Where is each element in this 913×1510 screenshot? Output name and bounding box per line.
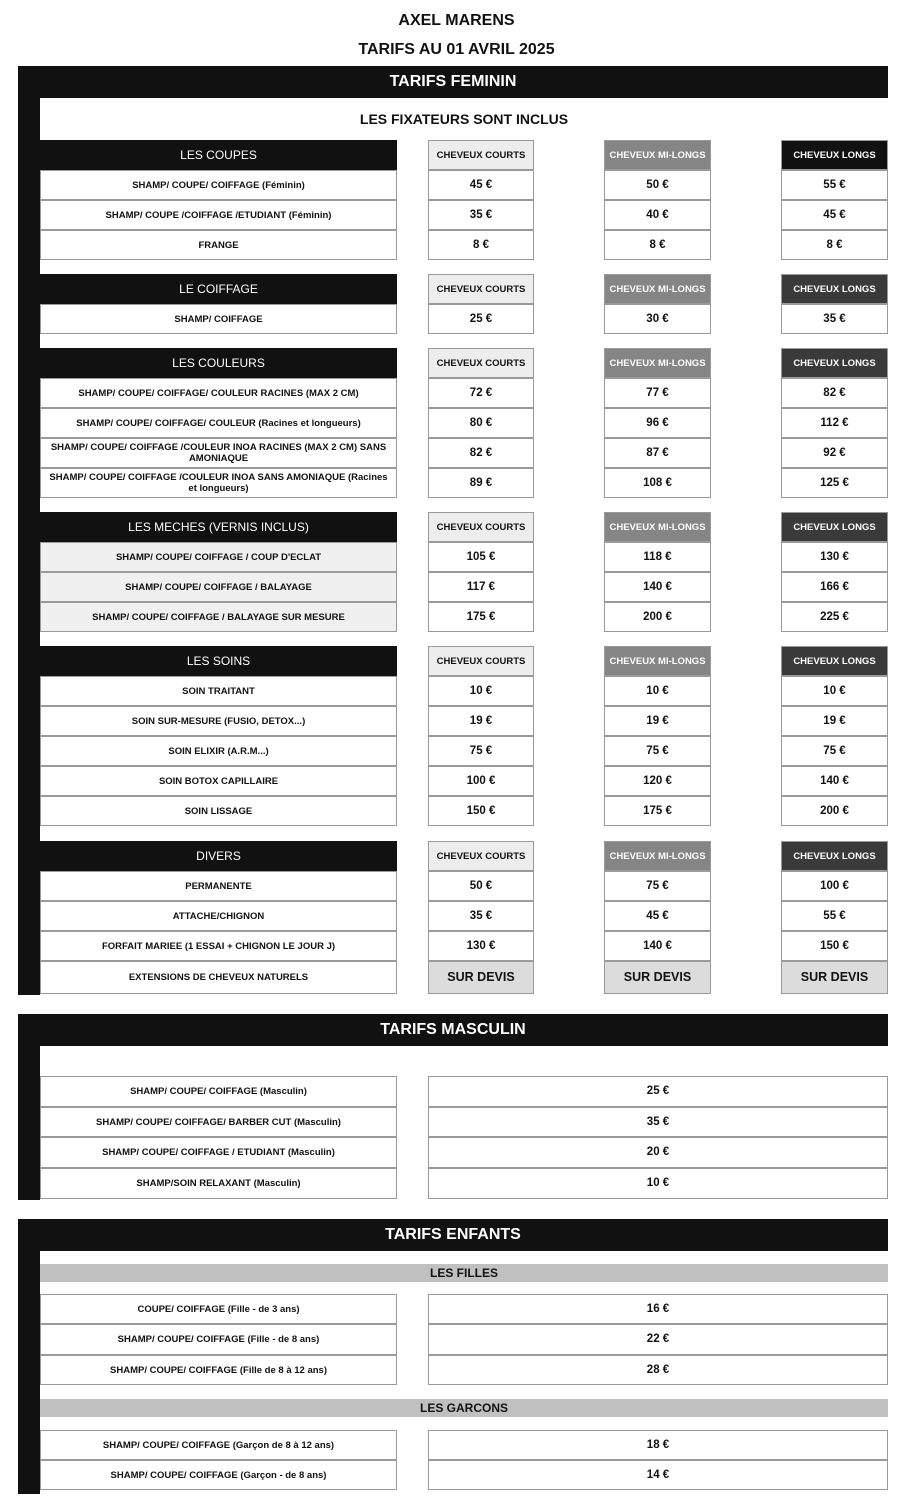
price-longs: 75 € (781, 736, 888, 766)
service-label: SHAMP/ COUPE/ COIFFAGE / ETUDIANT (Masculin) (40, 1137, 397, 1168)
price-mi-longs: 108 € (604, 468, 711, 498)
price: 20 € (428, 1137, 888, 1168)
section-title: LES MECHES (VERNIS INCLUS) (40, 512, 397, 542)
price-mi-longs: 200 € (604, 602, 711, 632)
header-cheveux-longs: CHEVEUX LONGS (781, 348, 888, 378)
price-longs: 55 € (781, 901, 888, 931)
masculin-sidebar (18, 1046, 40, 1200)
enfants-title: TARIFS ENFANTS (385, 1226, 521, 1243)
price-courts: 105 € (428, 542, 534, 572)
service-label: SOIN BOTOX CAPILLAIRE (40, 766, 397, 796)
header-cheveux-courts: CHEVEUX COURTS (428, 274, 534, 304)
price-mi-longs: 75 € (604, 871, 711, 901)
price-mi-longs: 19 € (604, 706, 711, 736)
service-label: SHAMP/ COUPE/ COIFFAGE (Garçon de 8 à 12 ans) (40, 1430, 397, 1460)
price-longs: 112 € (781, 408, 888, 438)
price-longs: 35 € (781, 304, 888, 334)
price-longs: 140 € (781, 766, 888, 796)
subhead-filles: LES FILLES (40, 1264, 888, 1282)
price-courts: 80 € (428, 408, 534, 438)
header-cheveux-mi-longs: CHEVEUX MI-LONGS (604, 841, 711, 871)
service-label: SHAMP/ COUPE/ COIFFAGE (Féminin) (40, 170, 397, 200)
service-label: COUPE/ COIFFAGE (Fille - de 3 ans) (40, 1294, 397, 1324)
price-courts: 130 € (428, 931, 534, 961)
price-mi-longs: 10 € (604, 676, 711, 706)
header-cheveux-longs: CHEVEUX LONGS (781, 841, 888, 871)
header-cheveux-courts: CHEVEUX COURTS (428, 140, 534, 170)
price-courts: 100 € (428, 766, 534, 796)
salon-name: AXEL MARENS (398, 12, 515, 29)
enfants-sidebar (18, 1251, 40, 1494)
header-cheveux-courts: CHEVEUX COURTS (428, 841, 534, 871)
price-courts: 150 € (428, 796, 534, 826)
section-title: DIVERS (40, 841, 397, 871)
header-cheveux-courts: CHEVEUX COURTS (428, 646, 534, 676)
price-longs: SUR DEVIS (781, 961, 888, 994)
price-mi-longs: 40 € (604, 200, 711, 230)
price-courts: SUR DEVIS (428, 961, 534, 994)
service-label: FRANGE (40, 230, 397, 260)
header-cheveux-longs: CHEVEUX LONGS (781, 274, 888, 304)
service-label: FORFAIT MARIEE (1 ESSAI + CHIGNON LE JOUR J) (40, 931, 397, 961)
section-title: LES COUPES (40, 140, 397, 170)
service-label: SHAMP/ COUPE/ COIFFAGE/ COULEUR (Racines et longueurs) (40, 408, 397, 438)
price-longs: 8 € (781, 230, 888, 260)
service-label: SHAMP/ COUPE/ COIFFAGE (Masculin) (40, 1076, 397, 1107)
header-cheveux-mi-longs: CHEVEUX MI-LONGS (604, 348, 711, 378)
price-longs: 92 € (781, 438, 888, 468)
price-courts: 50 € (428, 871, 534, 901)
price: 35 € (428, 1107, 888, 1137)
price-longs: 130 € (781, 542, 888, 572)
fixateurs-note: LES FIXATEURS SONT INCLUS (359, 111, 569, 127)
price: 14 € (428, 1460, 888, 1490)
price-longs: 10 € (781, 676, 888, 706)
price-courts: 89 € (428, 468, 534, 498)
service-label: SOIN ELIXIR (A.R.M...) (40, 736, 397, 766)
price-courts: 82 € (428, 438, 534, 468)
header-cheveux-mi-longs: CHEVEUX MI-LONGS (604, 646, 711, 676)
price-mi-longs: 77 € (604, 378, 711, 408)
price: 16 € (428, 1294, 888, 1324)
section-title: LES COULEURS (40, 348, 397, 378)
price-longs: 200 € (781, 796, 888, 826)
service-label: SHAMP/ COUPE/ COIFFAGE/ COULEUR RACINES (MAX 2 CM) (40, 378, 397, 408)
price-mi-longs: SUR DEVIS (604, 961, 711, 994)
service-label: SHAMP/SOIN RELAXANT (Masculin) (40, 1168, 397, 1199)
service-label: ATTACHE/CHIGNON (40, 901, 397, 931)
price: 10 € (428, 1168, 888, 1199)
price-mi-longs: 140 € (604, 931, 711, 961)
service-label: SHAMP/ COUPE/ COIFFAGE / COUP D'ECLAT (40, 542, 397, 572)
header-cheveux-mi-longs: CHEVEUX MI-LONGS (604, 512, 711, 542)
price-courts: 117 € (428, 572, 534, 602)
price-courts: 72 € (428, 378, 534, 408)
header-cheveux-mi-longs: CHEVEUX MI-LONGS (604, 274, 711, 304)
price: 28 € (428, 1355, 888, 1385)
price-courts: 45 € (428, 170, 534, 200)
service-label: EXTENSIONS DE CHEVEUX NATURELS (40, 961, 397, 994)
service-label: SHAMP/ COUPE /COIFFAGE /ETUDIANT (Féminin) (40, 200, 397, 230)
header-cheveux-longs: CHEVEUX LONGS (781, 646, 888, 676)
feminin-title: TARIFS FEMININ (389, 73, 517, 90)
header-cheveux-longs: CHEVEUX LONGS (781, 512, 888, 542)
service-label: PERMANENTE (40, 871, 397, 901)
price-longs: 19 € (781, 706, 888, 736)
service-label: SOIN SUR-MESURE (FUSIO, DETOX...) (40, 706, 397, 736)
masculin-title: TARIFS MASCULIN (380, 1021, 526, 1038)
service-label: SHAMP/ COIFFAGE (40, 304, 397, 334)
price-longs: 100 € (781, 871, 888, 901)
header-cheveux-mi-longs: CHEVEUX MI-LONGS (604, 140, 711, 170)
feminin-sidebar (18, 98, 40, 995)
price-mi-longs: 30 € (604, 304, 711, 334)
price-longs: 166 € (781, 572, 888, 602)
price-courts: 19 € (428, 706, 534, 736)
header-cheveux-courts: CHEVEUX COURTS (428, 348, 534, 378)
service-label: SHAMP/ COUPE/ COIFFAGE/ BARBER CUT (Masculin) (40, 1107, 397, 1137)
price: 22 € (428, 1324, 888, 1355)
price-longs: 125 € (781, 468, 888, 498)
price-longs: 82 € (781, 378, 888, 408)
price-mi-longs: 45 € (604, 901, 711, 931)
price-mi-longs: 75 € (604, 736, 711, 766)
section-title: LES SOINS (40, 646, 397, 676)
price-courts: 75 € (428, 736, 534, 766)
price-mi-longs: 8 € (604, 230, 711, 260)
price-courts: 175 € (428, 602, 534, 632)
price-longs: 225 € (781, 602, 888, 632)
price: 25 € (428, 1076, 888, 1107)
header-cheveux-courts: CHEVEUX COURTS (428, 512, 534, 542)
service-label: SOIN TRAITANT (40, 676, 397, 706)
price-longs: 45 € (781, 200, 888, 230)
service-label: SHAMP/ COUPE/ COIFFAGE / BALAYAGE (40, 572, 397, 602)
price-mi-longs: 87 € (604, 438, 711, 468)
service-label: SHAMP/ COUPE/ COIFFAGE (Fille de 8 à 12 ans) (40, 1355, 397, 1385)
service-label: SHAMP/ COUPE/ COIFFAGE / BALAYAGE SUR MESURE (40, 602, 397, 632)
price-courts: 35 € (428, 200, 534, 230)
price-mi-longs: 140 € (604, 572, 711, 602)
section-title: LE COIFFAGE (40, 274, 397, 304)
price-longs: 55 € (781, 170, 888, 200)
service-label: SHAMP/ COUPE/ COIFFAGE /COULEUR INOA RACINES (MAX 2 CM) SANS AMONIAQUE (40, 438, 397, 468)
price-mi-longs: 96 € (604, 408, 711, 438)
price: 18 € (428, 1430, 888, 1460)
service-label: SHAMP/ COUPE/ COIFFAGE (Garçon - de 8 ans) (40, 1460, 397, 1490)
service-label: SOIN LISSAGE (40, 796, 397, 826)
service-label: SHAMP/ COUPE/ COIFFAGE (Fille - de 8 ans) (40, 1324, 397, 1355)
price-courts: 25 € (428, 304, 534, 334)
subhead-garcons: LES GARCONS (40, 1399, 888, 1417)
price-courts: 10 € (428, 676, 534, 706)
price-courts: 8 € (428, 230, 534, 260)
tarifs-date: TARIFS AU 01 AVRIL 2025 (358, 41, 555, 58)
header-cheveux-longs: CHEVEUX LONGS (781, 140, 888, 170)
price-mi-longs: 118 € (604, 542, 711, 572)
price-longs: 150 € (781, 931, 888, 961)
price-mi-longs: 175 € (604, 796, 711, 826)
price-mi-longs: 50 € (604, 170, 711, 200)
service-label: SHAMP/ COUPE/ COIFFAGE /COULEUR INOA SANS AMONIAQUE (Racines et longueurs) (40, 468, 397, 498)
price-courts: 35 € (428, 901, 534, 931)
price-mi-longs: 120 € (604, 766, 711, 796)
